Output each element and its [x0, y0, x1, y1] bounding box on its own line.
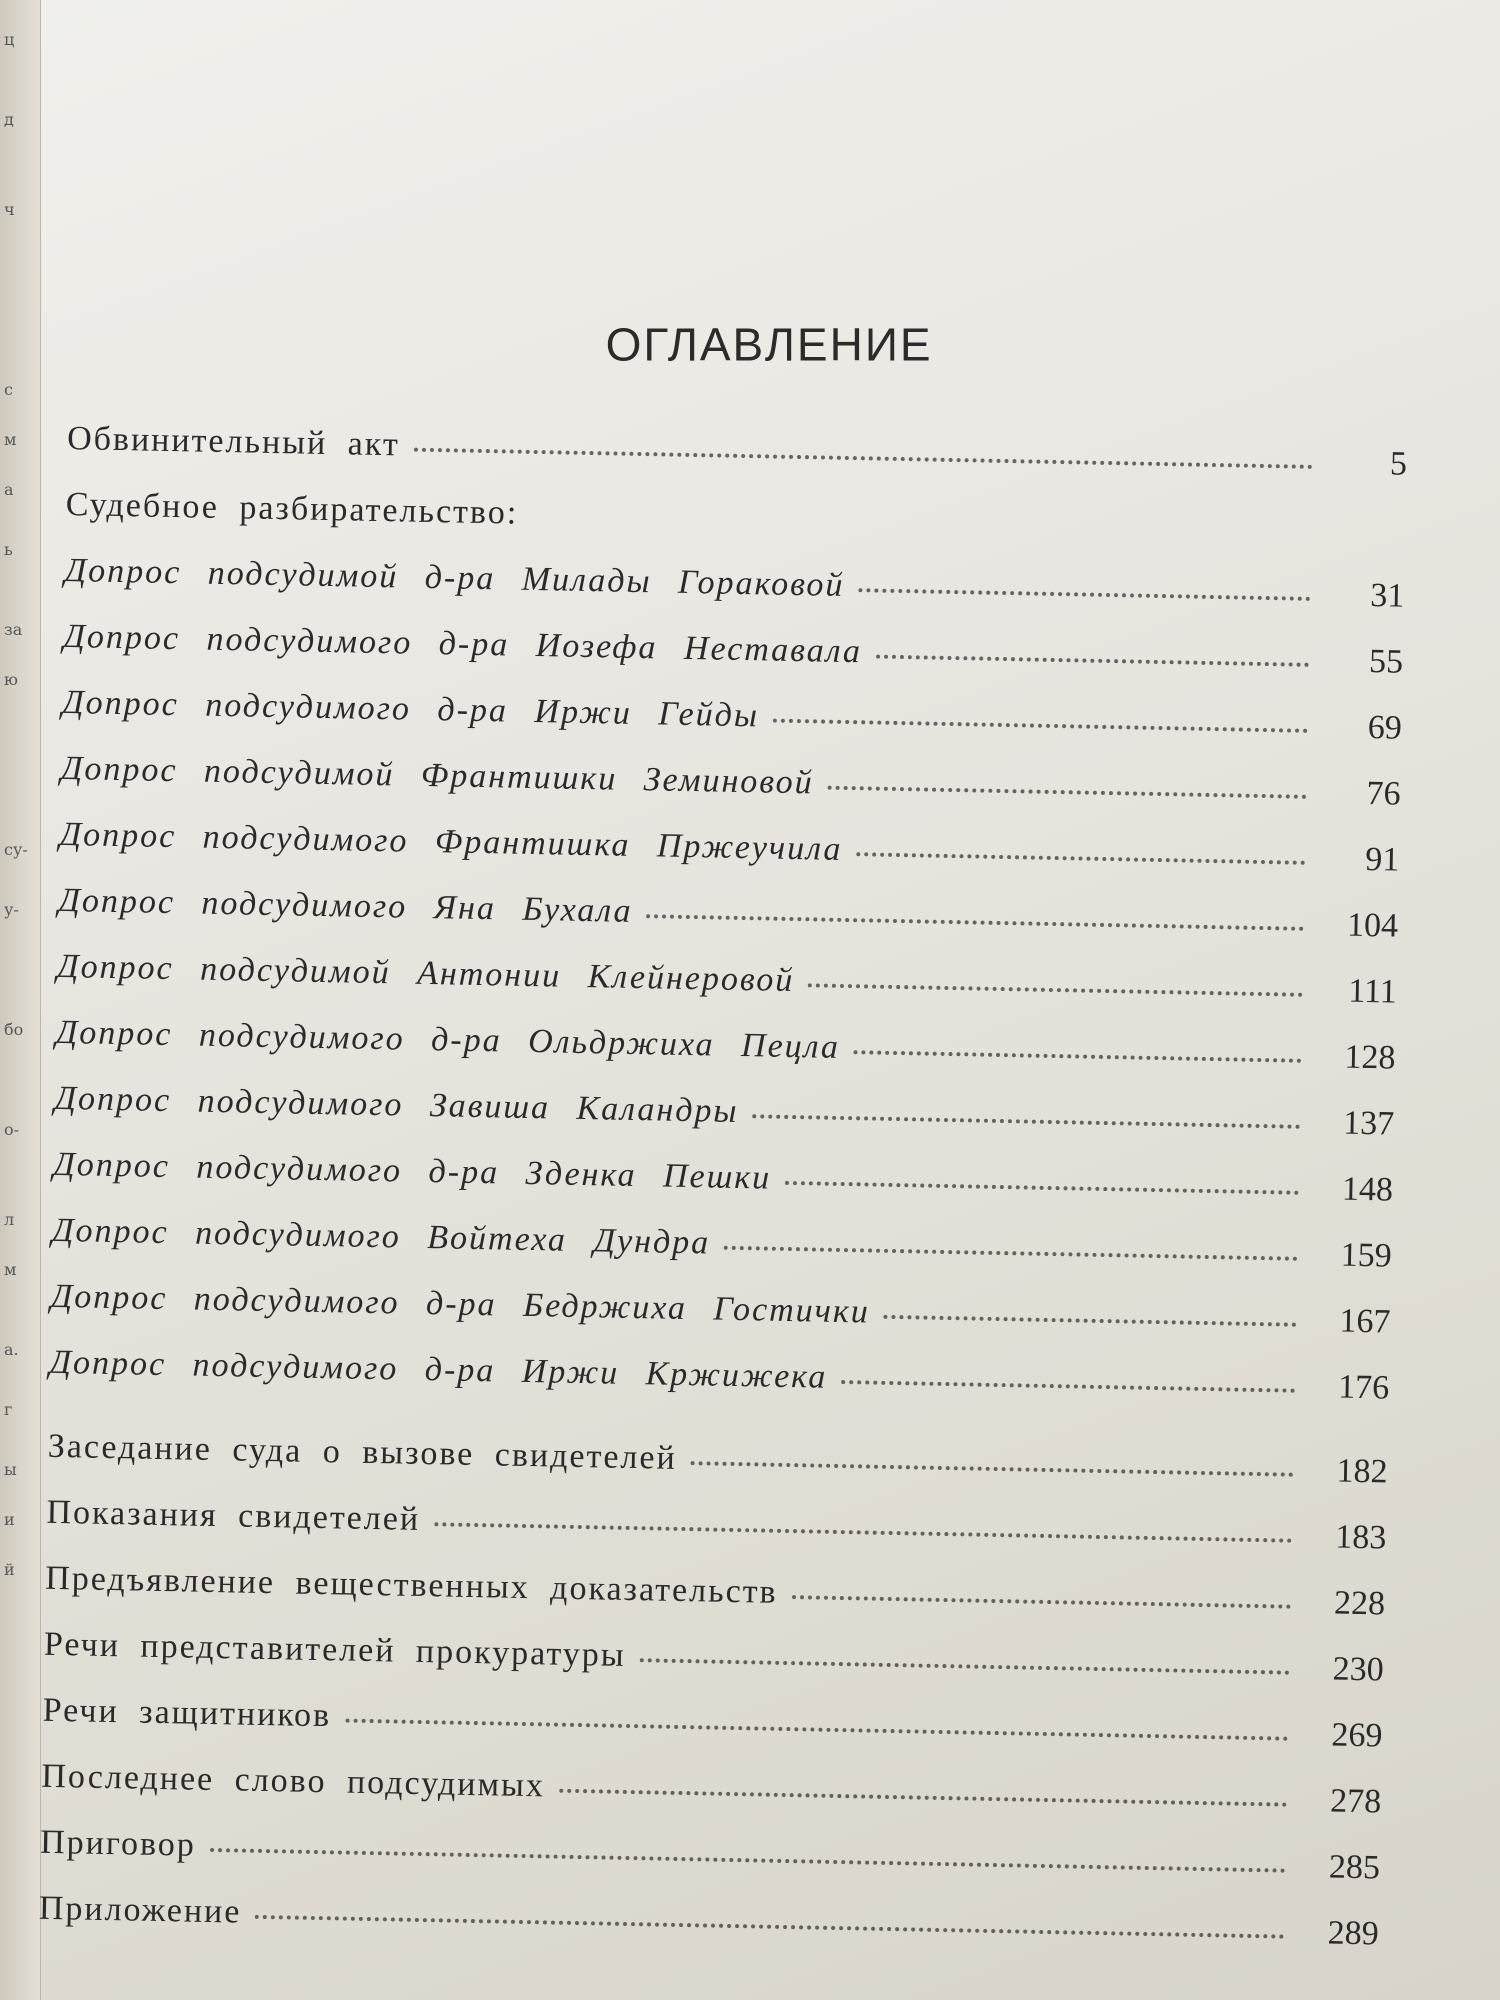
gutter-fragment: м	[4, 430, 17, 449]
toc-entry-label: Показания свидетелей	[46, 1493, 421, 1538]
dot-leader	[792, 1595, 1291, 1609]
toc-content	[38, 290, 1410, 1995]
toc-page-number: 69	[1367, 708, 1403, 747]
toc-page-number: 167	[1339, 1302, 1391, 1341]
gutter-fragment: о-	[4, 1120, 20, 1139]
dot-leader	[752, 1114, 1300, 1129]
gutter-fragment: ю	[4, 670, 18, 689]
toc-entry-label: Речи защитников	[42, 1691, 332, 1735]
toc-entry-label: Допрос подсудимого Войтеха Дундра	[51, 1211, 711, 1262]
toc-page-number: 31	[1370, 577, 1405, 615]
book-gutter	[0, 0, 41, 2000]
gutter-fragment: г	[4, 1400, 13, 1419]
gutter-fragment: с	[4, 380, 13, 399]
toc-entry-label: Судебное разбирательство:	[65, 485, 519, 532]
dot-leader	[785, 1181, 1299, 1195]
dot-leader	[691, 1461, 1294, 1477]
toc-page-number: 91	[1364, 840, 1400, 879]
dot-leader	[876, 655, 1309, 667]
gutter-fragment: у-	[4, 900, 19, 919]
toc-entry-label: Допрос подсудимой Антонии Клейнеровой	[56, 947, 795, 1000]
toc-entry-label: Допрос подсудимого Завиша Каландры	[54, 1079, 739, 1130]
gutter-marks	[4, 0, 30, 2000]
toc-page-number: 228	[1333, 1584, 1386, 1623]
toc-page-number: 5	[1389, 445, 1408, 483]
toc-page-number: 137	[1342, 1104, 1395, 1143]
gutter-fragment: д	[4, 110, 14, 129]
toc-entry-label: Приговор	[39, 1823, 197, 1864]
toc-entry-label: Допрос подсудимого д-ра Ольдржиха Пецла	[55, 1013, 841, 1066]
dot-leader	[773, 719, 1308, 733]
gutter-fragment: а.	[4, 1340, 19, 1359]
dot-leader	[856, 852, 1305, 865]
dot-leader	[255, 1915, 1284, 1939]
toc-entry-label: Допрос подсудимой д-ра Милады Гораковой	[64, 551, 845, 604]
dot-leader	[646, 914, 1304, 931]
toc-page-number: 278	[1329, 1782, 1382, 1821]
gutter-fragment: ц	[4, 30, 15, 49]
toc-page-number: 159	[1340, 1236, 1393, 1275]
toc-page-number: 76	[1366, 774, 1401, 813]
toc-entry-label: Допрос подсудимого Яна Бухала	[57, 881, 633, 930]
gutter-fragment: ь	[4, 540, 13, 559]
dot-leader	[828, 786, 1307, 799]
toc-entry-label: Допрос подсудимого д-ра Бедржиха Гостички	[50, 1277, 871, 1331]
gutter-fragment: за	[4, 620, 23, 639]
toc-page-number: 111	[1347, 972, 1398, 1011]
toc-page-number: 183	[1334, 1518, 1387, 1557]
toc-page-number: 289	[1327, 1914, 1380, 1953]
toc-page-number: 55	[1368, 643, 1404, 681]
toc-entry-label: Допрос подсудимого д-ра Иозефа Неставала	[62, 617, 863, 671]
gutter-fragment: бо	[4, 1020, 24, 1039]
toc-page-number: 269	[1331, 1716, 1383, 1755]
toc-page-number: 182	[1336, 1452, 1388, 1491]
gutter-fragment: м	[4, 1260, 17, 1279]
gutter-fragment: ы	[4, 1460, 17, 1479]
gutter-fragment: а	[4, 480, 14, 499]
toc-entry-label: Допрос подсудимого Франтишка Пржеучила	[59, 815, 843, 868]
toc-entry-label: Последнее слово подсудимых	[41, 1757, 546, 1805]
toc-entry-label: Допрос подсудимого д-ра Зденка Пешки	[52, 1145, 772, 1197]
dot-leader	[884, 1315, 1297, 1327]
toc-page-number: 128	[1344, 1038, 1396, 1077]
toc-page-number	[1325, 539, 1405, 541]
dot-leader	[724, 1246, 1298, 1261]
toc-list	[38, 420, 1407, 1981]
toc-entry-label: Допрос подсудимого д-ра Иржи Кржижека	[49, 1343, 828, 1396]
toc-entry-label: Допрос подсудимой Франтишки Земиновой	[60, 749, 815, 802]
toc-entry-label: Заседание суда о вызове свидетелей	[47, 1427, 678, 1477]
page-title: ОГЛАВЛЕНИЕ	[605, 318, 933, 371]
toc-entry-label: Предъявление вещественных доказательств	[44, 1559, 778, 1611]
dot-leader	[858, 588, 1310, 601]
dot-leader	[854, 1050, 1302, 1063]
toc-page-number: 148	[1341, 1170, 1394, 1209]
toc-page-number: 176	[1337, 1368, 1390, 1407]
gutter-fragment: ч	[4, 200, 15, 219]
toc-entry-label: Допрос подсудимого д-ра Иржи Гейды	[61, 683, 760, 735]
gutter-fragment: й	[4, 1560, 15, 1579]
dot-leader	[532, 520, 1311, 535]
toc-entry-label: Обвинительный акт	[66, 419, 401, 464]
gutter-fragment: и	[4, 1510, 15, 1529]
toc-page-number: 285	[1328, 1848, 1381, 1887]
dot-leader	[414, 448, 1313, 469]
toc-page-number: 104	[1346, 906, 1399, 945]
dot-leader	[434, 1522, 1292, 1542]
dot-leader	[841, 1380, 1295, 1393]
dot-leader	[808, 983, 1303, 996]
dot-leader	[345, 1719, 1288, 1741]
toc-page-number: 230	[1332, 1650, 1385, 1689]
toc-entry-label: Речи представителей прокуратуры	[43, 1625, 626, 1674]
dot-leader	[640, 1658, 1290, 1674]
toc-entry-label: Приложение	[38, 1889, 242, 1931]
dot-leader	[559, 1789, 1287, 1807]
gutter-fragment: л	[4, 1210, 15, 1229]
gutter-fragment: су-	[4, 840, 28, 859]
